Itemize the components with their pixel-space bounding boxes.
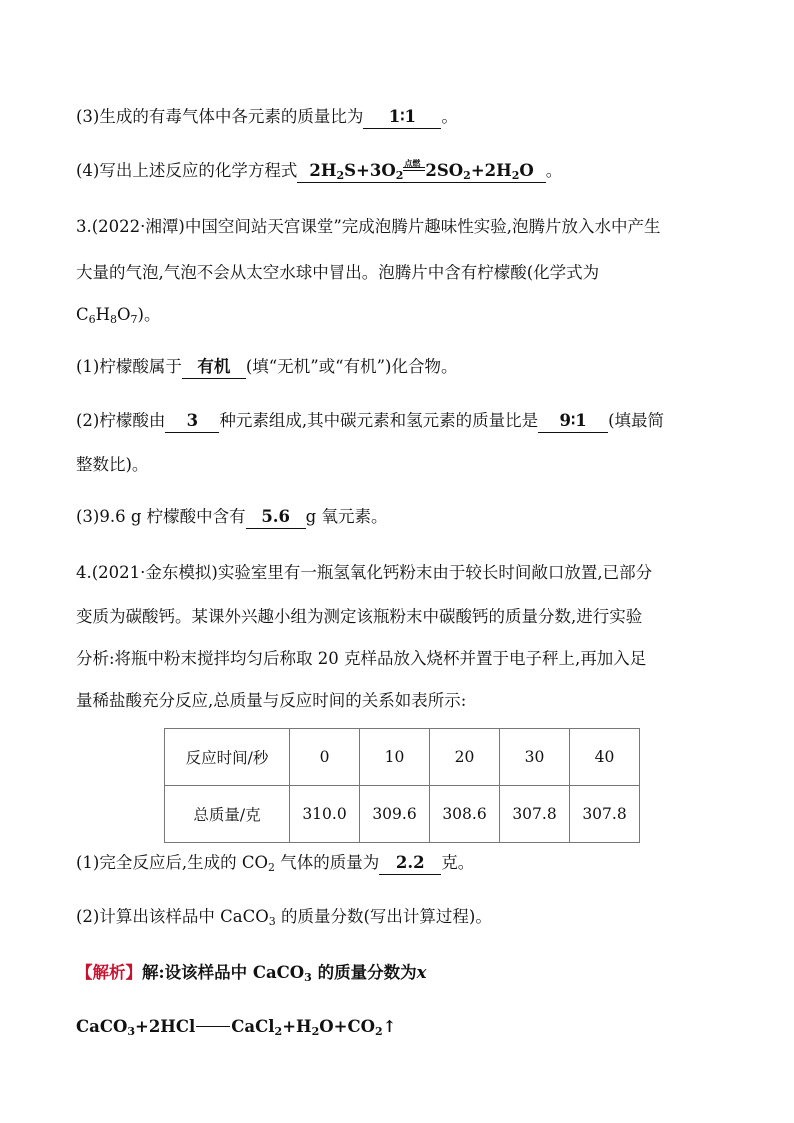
answer-blank: 9∶1 xyxy=(538,410,608,433)
table-cell: 307.8 xyxy=(570,786,640,843)
table-cell: 310.0 xyxy=(290,786,360,843)
analysis-tag: 【解析】 xyxy=(76,963,142,982)
answer-blank: 3 xyxy=(165,410,219,433)
q4-part1: (1)完全反应后,生成的 $CO_2$ 气体的质量为 2.2 克。 xyxy=(76,853,475,874)
equation-answer: $2H_2S+3O_2$ 点燃 $2SO_2+2H_2O$ xyxy=(297,160,545,183)
answer-blank: 5.6 xyxy=(246,506,306,529)
q4-line2: 变质为碳酸钙。某课外兴趣小组为测定该瓶粉末中碳酸钙的质量分数,进行实验 xyxy=(76,607,643,626)
table-header: 反应时间/秒 xyxy=(165,729,290,786)
table-cell: 40 xyxy=(570,729,640,786)
q4-part2: (2)计算出该样品中 CaCO$_3$ 的质量分数(写出计算过程)。 xyxy=(76,907,492,928)
table-row xyxy=(165,729,640,786)
q4-line1: 4.(2021·金东模拟)实验室里有一瓶氢氧化钙粉末由于较长时间敞口放置,已部分 xyxy=(76,563,653,582)
reaction-condition: 点燃 xyxy=(403,161,425,175)
table-cell: 309.6 xyxy=(360,786,430,843)
table-row xyxy=(165,786,640,843)
q3-line1: 3.(2022·湘潭)中国空间站天宫课堂”完成泡腾片趣味性实验,泡腾片放入水中产生 xyxy=(76,217,661,236)
table-cell: 10 xyxy=(360,729,430,786)
equals-line xyxy=(196,1026,230,1027)
table-cell: 308.6 xyxy=(430,786,500,843)
q3-part1: (1)柠檬酸属于 有机 (填“无机”或“有机”)化合物。 xyxy=(76,356,458,379)
q3-part2: (2)柠檬酸由 3 种元素组成,其中碳元素和氢元素的质量比是 9∶1 (填最简 xyxy=(76,410,664,433)
q3-formula: $C_6H_8O_7$)。 xyxy=(76,305,161,326)
q3-part3: (3)9.6 g 柠檬酸中含有 5.6 g 氧元素。 xyxy=(76,506,387,529)
answer-blank: 有机 xyxy=(182,356,246,379)
chemical-equation: CaCO$_3$+2HCl $CaCl_2+H_2O+CO_2↑$ xyxy=(76,1017,397,1038)
q3-part2-cont: 整数比)。 xyxy=(76,455,149,474)
q4-line3: 分析:将瓶中粉末搅拌均匀后称取 20 克样品放入烧杯并置于电子秤上,再加入足 xyxy=(76,649,647,668)
table-cell: 30 xyxy=(500,729,570,786)
data-table xyxy=(164,728,640,843)
analysis-line: 【解析】解:设该样品中 CaCO$_3$ 的质量分数为x xyxy=(76,963,427,984)
table-cell: 0 xyxy=(290,729,360,786)
q4-line4: 量稀盐酸充分反应,总质量与反应时间的关系如表所示: xyxy=(76,691,467,710)
q3-line2: 大量的气泡,气泡不会从太空水球中冒出。泡腾片中含有柠檬酸(化学式为 xyxy=(76,263,600,282)
q2-part3: (3)生成的有毒气体中各元素的质量比为 1∶1 。 xyxy=(76,106,458,129)
q2-part4: (4)写出上述反应的化学方程式 $2H_2S+3O_2$ 点燃 $2SO_2+2H_2O$ 。 xyxy=(76,158,563,182)
table-cell: 20 xyxy=(430,729,500,786)
table-header: 总质量/克 xyxy=(165,786,290,843)
answer-blank: 2.2 xyxy=(379,852,441,875)
answer-blank: 1∶1 xyxy=(363,106,441,129)
table-cell: 307.8 xyxy=(500,786,570,843)
